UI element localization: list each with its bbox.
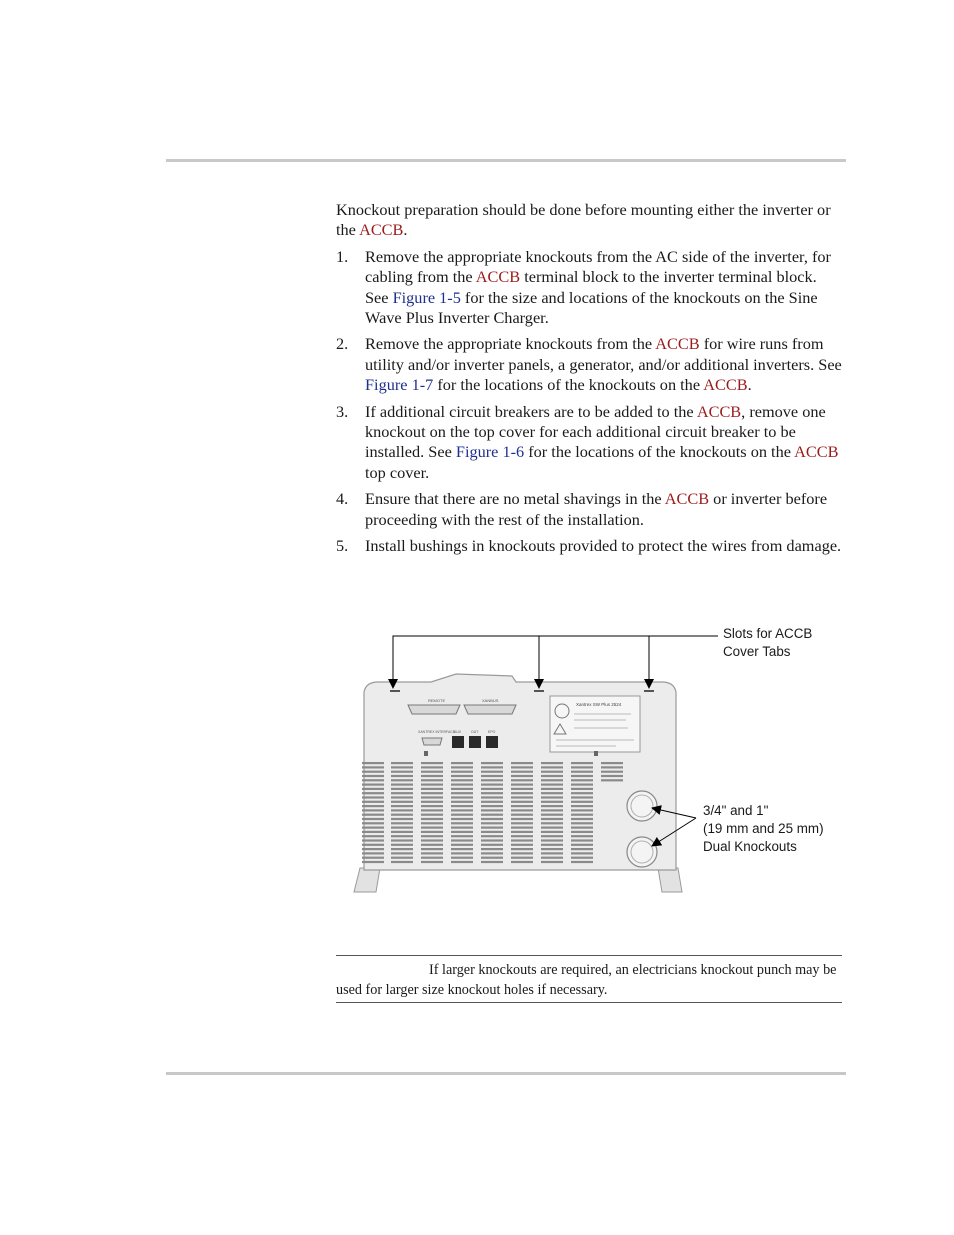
step-number: 4. — [336, 489, 349, 509]
louver-slot — [451, 762, 473, 764]
cover-tab-slot-left — [390, 690, 400, 692]
louver-slot — [391, 844, 413, 846]
louver-slot — [451, 839, 473, 841]
louver-slot — [541, 809, 563, 811]
louver-slot — [362, 831, 384, 833]
louver-slot — [451, 861, 473, 863]
louver-slot — [421, 775, 443, 777]
louver-slot — [451, 848, 473, 850]
louver-slot — [481, 766, 503, 768]
step-3 — [336, 402, 842, 484]
louver-slot — [481, 762, 503, 764]
callout-cover-tab-slots — [723, 625, 812, 661]
louver-slot — [571, 779, 593, 781]
louver-slot — [481, 852, 503, 854]
step-5 — [336, 536, 842, 556]
footer-rule — [166, 1072, 846, 1075]
louver-slot — [481, 779, 503, 781]
out-port — [469, 736, 481, 748]
louver-slot — [571, 792, 593, 794]
steps-list — [336, 247, 842, 557]
nameplate-title: Xantrex SW Plus 2524 — [576, 702, 622, 707]
term-accb-link[interactable]: ACCB — [655, 334, 700, 354]
louver-slot — [481, 835, 503, 837]
louver-slot — [391, 796, 413, 798]
louver-slot — [391, 801, 413, 803]
louver-slot — [451, 835, 473, 837]
louver-slot — [362, 814, 384, 816]
louver-slot — [421, 831, 443, 833]
louver-slot — [421, 796, 443, 798]
louver-slot — [421, 861, 443, 863]
step-text: for the locations of the knockouts on the — [524, 442, 795, 462]
louver-slot — [362, 818, 384, 820]
louver-slot — [451, 822, 473, 824]
louver-slot — [601, 779, 623, 781]
louver-slot — [421, 784, 443, 786]
main-text — [336, 200, 842, 563]
louver-slot — [421, 792, 443, 794]
intro-text: Knockout preparation should be done before mounting either the inverter or the — [336, 200, 831, 240]
louver-slot — [511, 801, 533, 803]
louver-slot — [451, 792, 473, 794]
left-foot — [354, 868, 380, 892]
header-rule — [166, 159, 846, 162]
step-text: If additional circuit breakers are to be added to the — [365, 401, 697, 421]
louver-slot — [391, 766, 413, 768]
louver-slot — [391, 784, 413, 786]
epo-port — [486, 736, 498, 748]
louver-slot — [481, 857, 503, 859]
interface-port — [422, 738, 442, 745]
louver-slot — [421, 809, 443, 811]
louver-slot — [421, 822, 443, 824]
louver-slot — [571, 771, 593, 773]
louver-slot — [511, 827, 533, 829]
louver-slot — [511, 788, 533, 790]
step-text: for wire runs from utility and/or inverter panels, a generator, and/or additional inverters. See — [365, 334, 842, 374]
louver-slot — [391, 818, 413, 820]
term-accb-link[interactable]: ACCB — [475, 267, 521, 287]
louver-slot — [391, 835, 413, 837]
louver-slot — [481, 796, 503, 798]
louver-slot — [541, 822, 563, 824]
louver-slot — [362, 809, 384, 811]
louver-slot — [541, 805, 563, 807]
callout-dual-knockouts — [703, 802, 824, 856]
louver-slot — [451, 818, 473, 820]
louver-slot — [451, 788, 473, 790]
louver-slot — [362, 801, 384, 803]
louver-slot — [391, 839, 413, 841]
louver-slot — [362, 775, 384, 777]
louver-slot — [451, 814, 473, 816]
louver-slot — [511, 822, 533, 824]
louver-slot — [541, 788, 563, 790]
louver-slot — [362, 861, 384, 863]
louver-slot — [511, 835, 533, 837]
louver-slot — [391, 857, 413, 859]
louver-slot — [451, 779, 473, 781]
louver-slot — [511, 809, 533, 811]
louver-slot — [541, 775, 563, 777]
louver-slot — [571, 788, 593, 790]
louver-slot — [511, 831, 533, 833]
louver-slot — [571, 848, 593, 850]
louver-slot — [362, 792, 384, 794]
louver-slot — [511, 792, 533, 794]
interface-port-label: XANTREX INTERFACE — [418, 730, 456, 734]
louver-slot — [571, 852, 593, 854]
callout-line-2: (19 mm and 25 mm) — [703, 821, 824, 836]
louver-slot — [571, 857, 593, 859]
louver-slot — [421, 771, 443, 773]
figure-1-7-link[interactable]: Figure 1-7 — [365, 375, 434, 395]
louver-slot — [481, 844, 503, 846]
louver-slot — [541, 762, 563, 764]
step-2 — [336, 334, 842, 395]
louver-slot — [391, 788, 413, 790]
step-number: 1. — [336, 246, 349, 266]
louver-slot — [601, 771, 623, 773]
callout-line-3: Dual Knockouts — [703, 839, 797, 854]
louver-slot — [391, 792, 413, 794]
louver-slot — [511, 784, 533, 786]
louver-slot — [571, 766, 593, 768]
louver-slot — [451, 766, 473, 768]
term-accb-link[interactable]: ACCB — [703, 375, 748, 395]
step-text: . — [747, 375, 752, 395]
louver-slot — [362, 796, 384, 798]
louver-slot — [571, 861, 593, 863]
term-accb-link[interactable]: ACCB — [696, 401, 742, 421]
out-label: OUT — [471, 730, 479, 734]
louver-slot — [571, 805, 593, 807]
louver-slot — [571, 822, 593, 824]
louver-slot — [511, 775, 533, 777]
louver-slot — [571, 809, 593, 811]
louver-slot — [362, 784, 384, 786]
louver-slot — [601, 766, 623, 768]
louver-slot — [481, 814, 503, 816]
louver-slot — [571, 814, 593, 816]
screw — [594, 751, 598, 756]
louver-slot — [421, 766, 443, 768]
louver-slot — [362, 844, 384, 846]
louver-slot — [421, 805, 443, 807]
step-4 — [336, 489, 842, 530]
inverter-figure — [336, 620, 846, 910]
louver-slot — [421, 839, 443, 841]
louver-slot — [362, 822, 384, 824]
louver-slot — [481, 771, 503, 773]
xanbus-port-connector — [464, 705, 516, 714]
louver-slot — [391, 831, 413, 833]
louver-slot — [541, 818, 563, 820]
louver-slot — [391, 814, 413, 816]
louver-slot — [362, 839, 384, 841]
louver-slot — [541, 852, 563, 854]
louver-slot — [601, 775, 623, 777]
step-text: terminal block to the inverter terminal block. See — [365, 267, 817, 307]
louver-slot — [362, 827, 384, 829]
louver-slot — [481, 839, 503, 841]
louver-slot — [391, 809, 413, 811]
louver-slot — [421, 852, 443, 854]
louver-slot — [541, 839, 563, 841]
louver-slot — [511, 771, 533, 773]
louver-slot — [391, 775, 413, 777]
louver-slot — [362, 848, 384, 850]
screw — [424, 751, 428, 756]
louver-slot — [541, 814, 563, 816]
step-text: Install bushings in knockouts provided to protect the wires from damage. — [365, 536, 842, 556]
louver-slot — [511, 779, 533, 781]
louver-slot — [362, 805, 384, 807]
louver-slot — [481, 792, 503, 794]
louver-slot — [451, 857, 473, 859]
louver-slot — [511, 839, 533, 841]
xanbus-port-label: XANBUS — [482, 698, 499, 703]
louver-slot — [571, 775, 593, 777]
louver-slot — [421, 848, 443, 850]
step-number: 5. — [336, 536, 349, 556]
step-number: 2. — [336, 334, 349, 354]
remote-port-connector — [408, 705, 460, 714]
inverter-illustration — [336, 620, 846, 910]
louver-slot — [481, 827, 503, 829]
louver-slot — [481, 822, 503, 824]
louver-slot — [571, 839, 593, 841]
louver-slot — [541, 779, 563, 781]
louver-slot — [541, 784, 563, 786]
figure-1-6-link[interactable]: Figure 1-6 — [455, 442, 525, 462]
step-text: Remove the appropriate knockouts from the — [365, 334, 656, 354]
louver-slot — [511, 857, 533, 859]
louver-slot — [481, 784, 503, 786]
louver-slot — [541, 827, 563, 829]
louver-slot — [391, 852, 413, 854]
cover-tab-slot-right — [644, 690, 654, 692]
louver-slot — [541, 835, 563, 837]
louver-slot — [541, 848, 563, 850]
step-text: Ensure that there are no metal shavings in the — [365, 489, 665, 509]
louver-slot — [362, 766, 384, 768]
louver-slot — [511, 805, 533, 807]
louver-slot — [511, 796, 533, 798]
louver-slot — [391, 779, 413, 781]
louver-slot — [511, 818, 533, 820]
louver-slot — [541, 792, 563, 794]
louver-slot — [362, 857, 384, 859]
louver-slot — [541, 801, 563, 803]
louver-slot — [451, 796, 473, 798]
louver-slot — [362, 788, 384, 790]
louver-slot — [451, 771, 473, 773]
step-text: for the size and locations of the knockouts on the Sine Wave Plus Inverter Charger. — [365, 287, 818, 328]
louver-slot — [421, 814, 443, 816]
louver-slot — [481, 788, 503, 790]
louver-slot — [391, 805, 413, 807]
louver-slot — [451, 784, 473, 786]
louver-slot — [391, 762, 413, 764]
louver-slot — [571, 784, 593, 786]
right-foot — [658, 868, 682, 892]
louver-slot — [571, 796, 593, 798]
louver-slot — [571, 818, 593, 820]
louver-slot — [481, 831, 503, 833]
aux-label: AUX — [454, 730, 462, 734]
louver-slot — [362, 835, 384, 837]
louver-slot — [362, 771, 384, 773]
louver-slot — [511, 762, 533, 764]
epo-label: EPO — [488, 730, 496, 734]
louver-slot — [421, 835, 443, 837]
louver-slot — [421, 788, 443, 790]
term-accb-link[interactable]: ACCB — [794, 442, 839, 462]
louver-slot — [421, 857, 443, 859]
step-text: Remove the appropriate knockouts from the AC side of the inverter, for cabling from the — [365, 246, 831, 287]
aux-port — [452, 736, 464, 748]
louver-slot — [451, 805, 473, 807]
step-text: or inverter before proceeding with the rest of the installation. — [365, 489, 828, 529]
figure-1-5-link[interactable]: Figure 1-5 — [392, 287, 461, 307]
louver-slot — [391, 827, 413, 829]
louver-slot — [362, 762, 384, 764]
louver-slot — [362, 779, 384, 781]
louver-slot — [541, 831, 563, 833]
louver-slot — [481, 809, 503, 811]
louver-slot — [541, 796, 563, 798]
louver-slot — [421, 827, 443, 829]
louver-slot — [571, 844, 593, 846]
louver-slot — [511, 844, 533, 846]
callout-line-1: Slots for ACCB — [723, 626, 813, 641]
louver-slot — [421, 779, 443, 781]
step-text: top cover. — [365, 462, 430, 482]
louver-slot — [511, 848, 533, 850]
louver-slot — [541, 861, 563, 863]
louver-slot — [541, 844, 563, 846]
step-text: , remove one knockout on the top cover for each additional circuit breaker to be installed. See — [365, 401, 826, 462]
louver-slot — [481, 801, 503, 803]
louver-slot — [511, 766, 533, 768]
intro-paragraph — [336, 200, 842, 241]
note-box — [336, 955, 842, 1003]
louver-slot — [391, 771, 413, 773]
louver-slot — [571, 801, 593, 803]
louver-slot — [451, 775, 473, 777]
callout-line-1: 3/4" and 1" — [703, 803, 769, 818]
louver-slot — [391, 822, 413, 824]
louver-slot — [511, 852, 533, 854]
louver-slot — [571, 762, 593, 764]
louver-slot — [421, 762, 443, 764]
step-1 — [336, 247, 842, 329]
louver-slot — [451, 831, 473, 833]
step-text: for the locations of the knockouts on the — [433, 375, 704, 395]
louver-slot — [451, 801, 473, 803]
louver-slot — [421, 801, 443, 803]
louver-slot — [362, 852, 384, 854]
intro-text-end: . — [403, 220, 408, 240]
louver-slot — [451, 827, 473, 829]
louver-slot — [541, 771, 563, 773]
louver-slot — [511, 861, 533, 863]
louver-slot — [571, 827, 593, 829]
louver-slot — [451, 852, 473, 854]
louver-slot — [541, 857, 563, 859]
louver-slot — [391, 848, 413, 850]
note-text: If larger knockouts are required, an electricians knockout punch may be used for larger size knockout holes if necessary. — [336, 962, 837, 998]
louver-slot — [541, 766, 563, 768]
louver-slot — [481, 861, 503, 863]
remote-port-label: REMOTE — [428, 698, 446, 703]
louver-slot — [571, 835, 593, 837]
cover-tab-slot-middle — [534, 690, 544, 692]
louver-slot — [481, 848, 503, 850]
louver-slot — [451, 844, 473, 846]
louver-slot — [481, 818, 503, 820]
louver-slot — [421, 844, 443, 846]
louver-slot — [481, 775, 503, 777]
term-accb-link[interactable]: ACCB — [359, 220, 404, 240]
step-number: 3. — [336, 401, 349, 421]
louver-slot — [571, 831, 593, 833]
louver-slot — [391, 861, 413, 863]
louver-slot — [511, 814, 533, 816]
louver-slot — [421, 818, 443, 820]
louver-slot — [451, 809, 473, 811]
louver-slot — [601, 762, 623, 764]
term-accb-link[interactable]: ACCB — [664, 489, 710, 509]
louver-slot — [481, 805, 503, 807]
callout-line-2: Cover Tabs — [723, 644, 791, 659]
